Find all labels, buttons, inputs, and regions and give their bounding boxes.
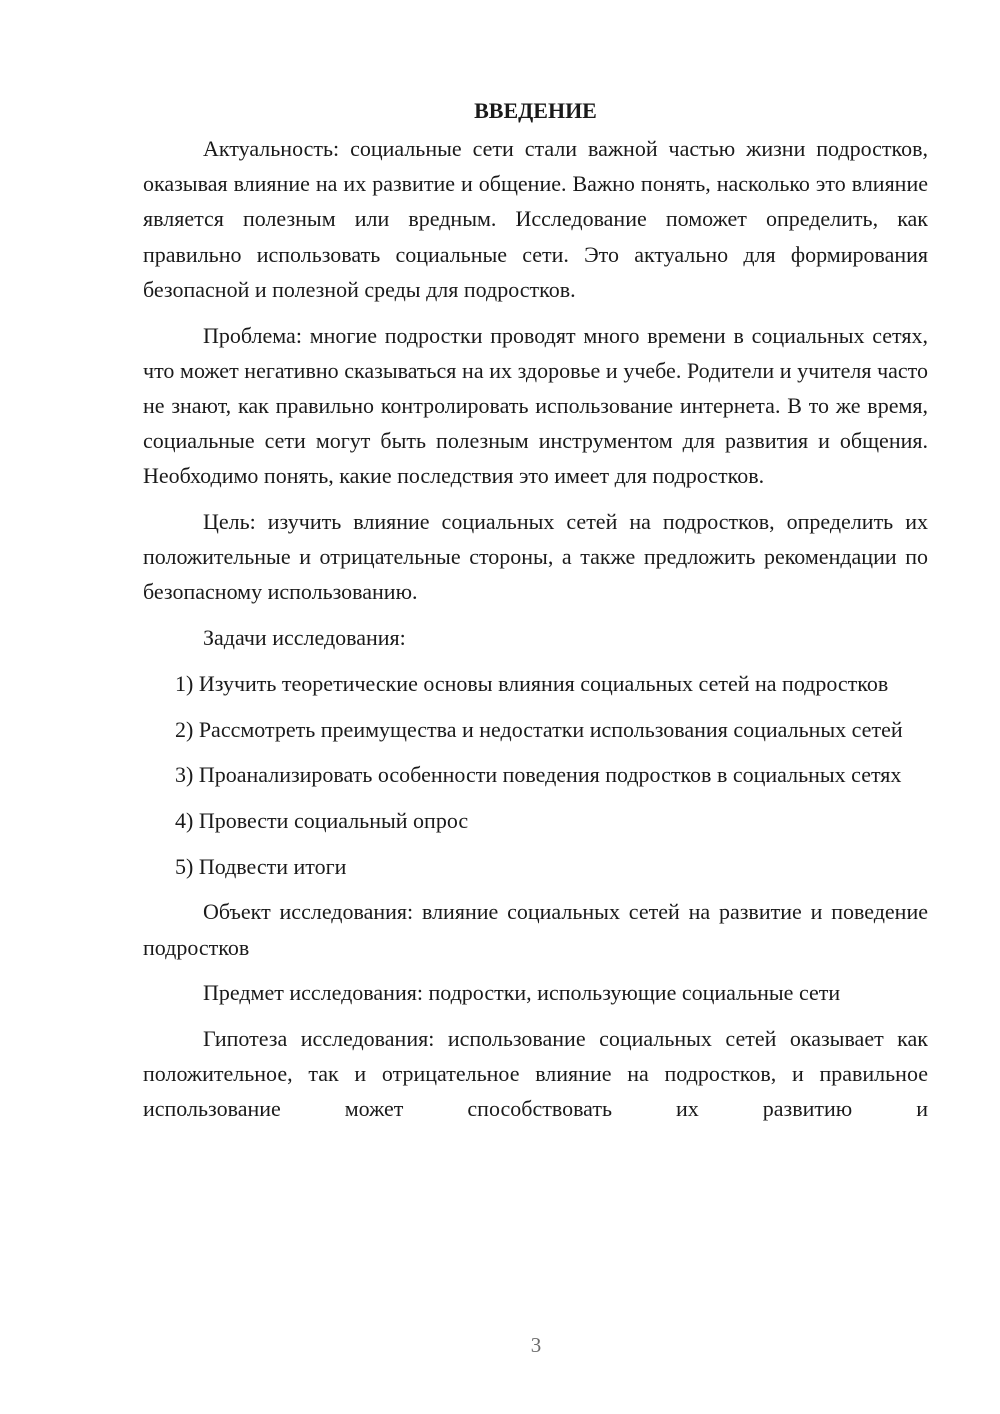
task-item-2: 2) Рассмотреть преимущества и недостатки использования социальных сетей bbox=[175, 716, 903, 742]
goal-paragraph: Цель: изучить влияние социальных сетей на подростков, определить их положительные и отрицательные стороны, а также предложить рекомендации по безопасному использованию. bbox=[143, 509, 928, 605]
document-body bbox=[143, 93, 928, 1137]
tasks-heading: Задачи исследования: bbox=[203, 625, 406, 651]
task-item-3: 3) Проанализировать особенности поведения подростков в социальных сетях bbox=[175, 762, 902, 788]
problem-paragraph: Проблема: многие подростки проводят много времени в социальных сетях, что может негативно сказываться на их здоровье и учебе. Родители и учителя часто не знают, как правильно контролировать использование интернета. В то же время, социальные сети могут быть полезным инструментом для развития и общения. Необходимо понять, какие последствия это имеет для подростков. bbox=[143, 322, 928, 489]
object-paragraph: Объект исследования: влияние социальных сетей на развитие и поведение подростков bbox=[143, 899, 928, 960]
relevance-paragraph: Актуальность: социальные сети стали важной частью жизни подростков, оказывая влияние на их развитие и общение. Важно понять, насколько это влияние является полезным или вредным. Исследование поможет определить, как правильно использовать социальные сети. Это актуально для формирования безопасной и полезной среды для подростков. bbox=[143, 136, 928, 302]
task-item-4: 4) Провести социальный опрос bbox=[175, 807, 469, 833]
subject-paragraph: Предмет исследования: подростки, использующие социальные сети bbox=[203, 980, 841, 1006]
task-item-5: 5) Подвести итоги bbox=[175, 853, 347, 879]
section-heading: ВВЕДЕНИЕ bbox=[474, 98, 597, 123]
page-number: 3 bbox=[530, 1333, 542, 1357]
task-item-1: 1) Изучить теоретические основы влияния социальных сетей на подростков bbox=[175, 670, 889, 696]
hypothesis-paragraph: Гипотеза исследования: использование социальных сетей оказывает как положительное, так и отрицательное влияние на подростков, и правильное использование может способствовать их развитию и bbox=[143, 1025, 928, 1122]
